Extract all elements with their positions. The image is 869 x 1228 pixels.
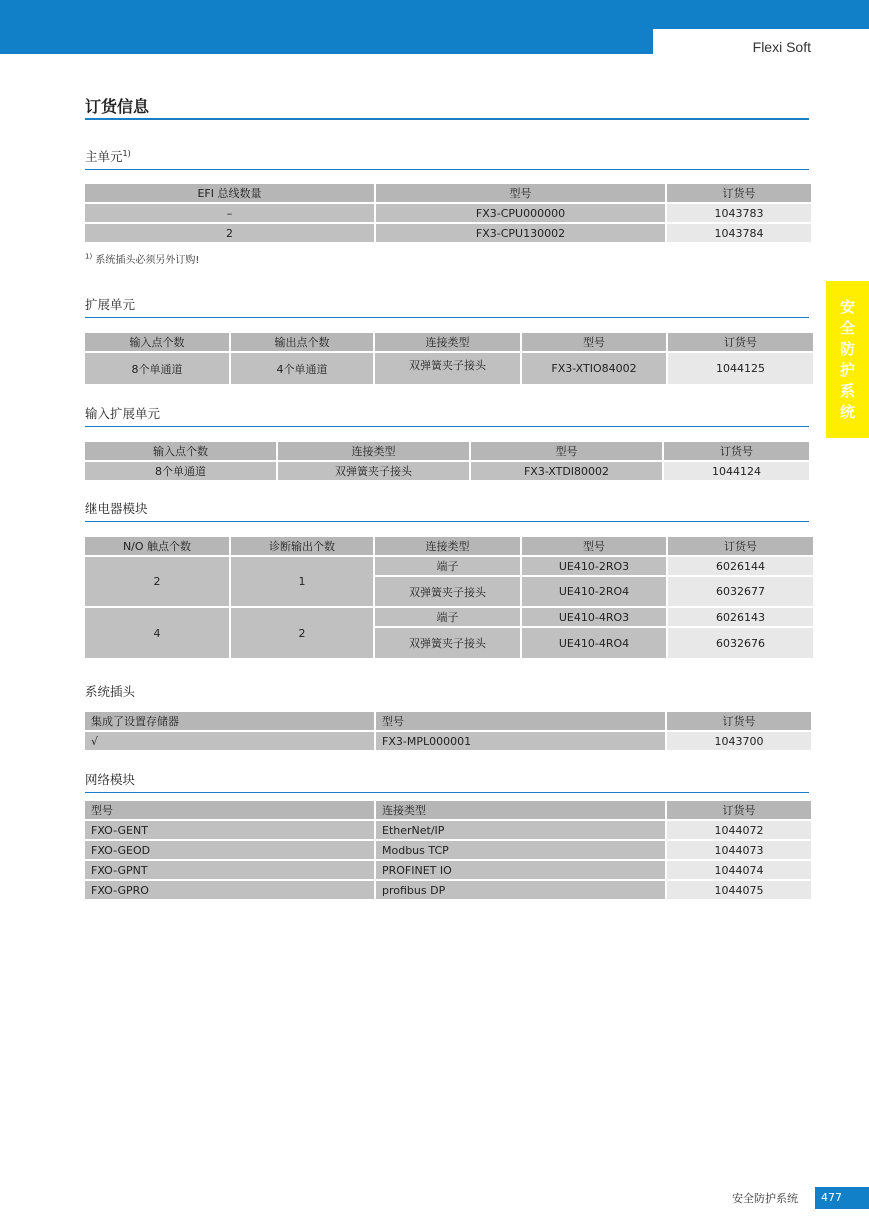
side-tab-char: 护 bbox=[839, 361, 855, 379]
table-cell: √ bbox=[85, 732, 374, 750]
column-header: 连接类型 bbox=[375, 537, 520, 555]
side-tab-char: 安 bbox=[839, 298, 855, 316]
table-cell: FX3-CPU000000 bbox=[376, 204, 665, 222]
column-header: 集成了设置存储器 bbox=[85, 712, 374, 730]
table-cell: UE410-2RO4 bbox=[522, 577, 666, 606]
table-cell: UE410-2RO3 bbox=[522, 557, 666, 575]
section-title: 输入扩展单元 bbox=[85, 404, 809, 427]
table-cell: PROFINET IO bbox=[376, 861, 665, 879]
side-tab-char: 系 bbox=[839, 382, 855, 400]
table-cell: 1043784 bbox=[667, 224, 811, 242]
column-header: 诊断输出个数 bbox=[231, 537, 373, 555]
table-cell: profibus DP bbox=[376, 881, 665, 899]
column-header: 订货号 bbox=[667, 712, 811, 730]
table-row bbox=[85, 841, 811, 859]
table-cell: 4个单通道 bbox=[231, 353, 373, 384]
page-number: 477 bbox=[815, 1187, 869, 1209]
table-row bbox=[85, 608, 813, 626]
table-cell: 双弹簧夹子接头 bbox=[375, 353, 520, 384]
table-header-row bbox=[85, 184, 811, 202]
table-cell: 6026144 bbox=[668, 557, 813, 575]
table-cell: 端子 bbox=[375, 608, 520, 626]
column-header: 连接类型 bbox=[376, 801, 665, 819]
header-bar bbox=[0, 0, 869, 29]
section-title: 主单元$^{1)}$ bbox=[85, 147, 809, 170]
table-cell: 端子 bbox=[375, 557, 520, 575]
side-tab bbox=[826, 281, 869, 438]
column-header: 型号 bbox=[376, 184, 665, 202]
table-cell: 8个单通道 bbox=[85, 462, 276, 480]
table-cell: UE410-4RO4 bbox=[522, 628, 666, 658]
section-input-expansion bbox=[85, 404, 809, 482]
section-network-module bbox=[85, 770, 809, 901]
table-cell: Modbus TCP bbox=[376, 841, 665, 859]
network-module-table bbox=[83, 799, 813, 901]
footnote: $^{1)}$ 系统插头必须另外订购! bbox=[85, 252, 200, 266]
table-header-row bbox=[85, 801, 811, 819]
table-cell: 6026143 bbox=[668, 608, 813, 626]
table-row bbox=[85, 224, 811, 242]
side-tab-char: 防 bbox=[839, 340, 855, 358]
table-cell: FXO-GPNT bbox=[85, 861, 374, 879]
brand-name: Flexi Soft bbox=[752, 39, 811, 55]
column-header: 连接类型 bbox=[278, 442, 469, 460]
relay-module-table bbox=[83, 535, 815, 660]
table-header-row bbox=[85, 712, 811, 730]
table-cell: 1 bbox=[231, 557, 373, 606]
table-cell: 1044073 bbox=[667, 841, 811, 859]
column-header: 型号 bbox=[471, 442, 662, 460]
section-main-unit bbox=[85, 147, 809, 244]
table-cell: FXO-GPRO bbox=[85, 881, 374, 899]
table-cell: 6032677 bbox=[668, 577, 813, 606]
table-cell: FXO-GENT bbox=[85, 821, 374, 839]
header-bar-lower bbox=[0, 29, 653, 54]
column-header: 输出点个数 bbox=[231, 333, 373, 351]
column-header: 输入点个数 bbox=[85, 333, 229, 351]
column-header: N/O 触点个数 bbox=[85, 537, 229, 555]
table-cell: FX3-XTDI80002 bbox=[471, 462, 662, 480]
column-header: 订货号 bbox=[667, 801, 811, 819]
title-rule bbox=[85, 118, 809, 120]
expansion-unit-table bbox=[83, 331, 815, 386]
table-cell: 1044125 bbox=[668, 353, 813, 384]
table-row bbox=[85, 881, 811, 899]
column-header: 订货号 bbox=[667, 184, 811, 202]
table-cell: 6032676 bbox=[668, 628, 813, 658]
table-row bbox=[85, 462, 809, 480]
column-header: 型号 bbox=[522, 333, 666, 351]
side-tab-char: 全 bbox=[839, 319, 855, 337]
table-cell: 2 bbox=[85, 224, 374, 242]
table-cell: EtherNet/IP bbox=[376, 821, 665, 839]
footer-label: 安全防护系统 bbox=[732, 1192, 798, 1205]
table-cell: 2 bbox=[231, 608, 373, 658]
column-header: EFI 总线数量 bbox=[85, 184, 374, 202]
table-cell: 2 bbox=[85, 557, 229, 606]
table-cell: FXO-GEOD bbox=[85, 841, 374, 859]
table-row bbox=[85, 557, 813, 575]
table-cell: – bbox=[85, 204, 374, 222]
side-tab-char: 统 bbox=[839, 403, 855, 421]
table-cell: FX3-XTIO84002 bbox=[522, 353, 666, 384]
column-header: 输入点个数 bbox=[85, 442, 276, 460]
table-cell: 8个单通道 bbox=[85, 353, 229, 384]
table-cell: FX3-CPU130002 bbox=[376, 224, 665, 242]
table-header-row bbox=[85, 333, 813, 351]
column-header: 型号 bbox=[522, 537, 666, 555]
table-cell: 1044075 bbox=[667, 881, 811, 899]
table-cell: 双弹簧夹子接头 bbox=[375, 628, 520, 658]
section-expansion-unit bbox=[85, 295, 809, 386]
table-cell: 4 bbox=[85, 608, 229, 658]
section-relay-module bbox=[85, 499, 809, 660]
system-plug-table bbox=[83, 710, 813, 752]
table-row bbox=[85, 732, 811, 750]
table-cell: 1044074 bbox=[667, 861, 811, 879]
section-title: 继电器模块 bbox=[85, 499, 809, 522]
section-title: 网络模块 bbox=[85, 770, 809, 793]
table-cell: 双弹簧夹子接头 bbox=[278, 462, 469, 480]
table-row bbox=[85, 353, 813, 384]
main-unit-table bbox=[83, 182, 813, 244]
page-title: 订货信息 bbox=[85, 97, 150, 116]
table-cell: 1043700 bbox=[667, 732, 811, 750]
column-header: 订货号 bbox=[668, 537, 813, 555]
table-header-row bbox=[85, 442, 809, 460]
column-header: 型号 bbox=[85, 801, 374, 819]
table-cell: UE410-4RO3 bbox=[522, 608, 666, 626]
input-expansion-table bbox=[83, 440, 811, 482]
column-header: 订货号 bbox=[668, 333, 813, 351]
table-row bbox=[85, 204, 811, 222]
table-cell: 1044124 bbox=[664, 462, 809, 480]
table-row bbox=[85, 861, 811, 879]
table-cell: 双弹簧夹子接头 bbox=[375, 577, 520, 606]
section-title: 扩展单元 bbox=[85, 295, 809, 318]
table-cell: FX3-MPL000001 bbox=[376, 732, 665, 750]
table-cell: 1043783 bbox=[667, 204, 811, 222]
section-title: 系统插头 bbox=[85, 684, 136, 699]
column-header: 型号 bbox=[376, 712, 665, 730]
section-system-plug bbox=[85, 682, 809, 752]
table-row bbox=[85, 821, 811, 839]
column-header: 连接类型 bbox=[375, 333, 520, 351]
column-header: 订货号 bbox=[664, 442, 809, 460]
table-cell: 1044072 bbox=[667, 821, 811, 839]
table-header-row bbox=[85, 537, 813, 555]
